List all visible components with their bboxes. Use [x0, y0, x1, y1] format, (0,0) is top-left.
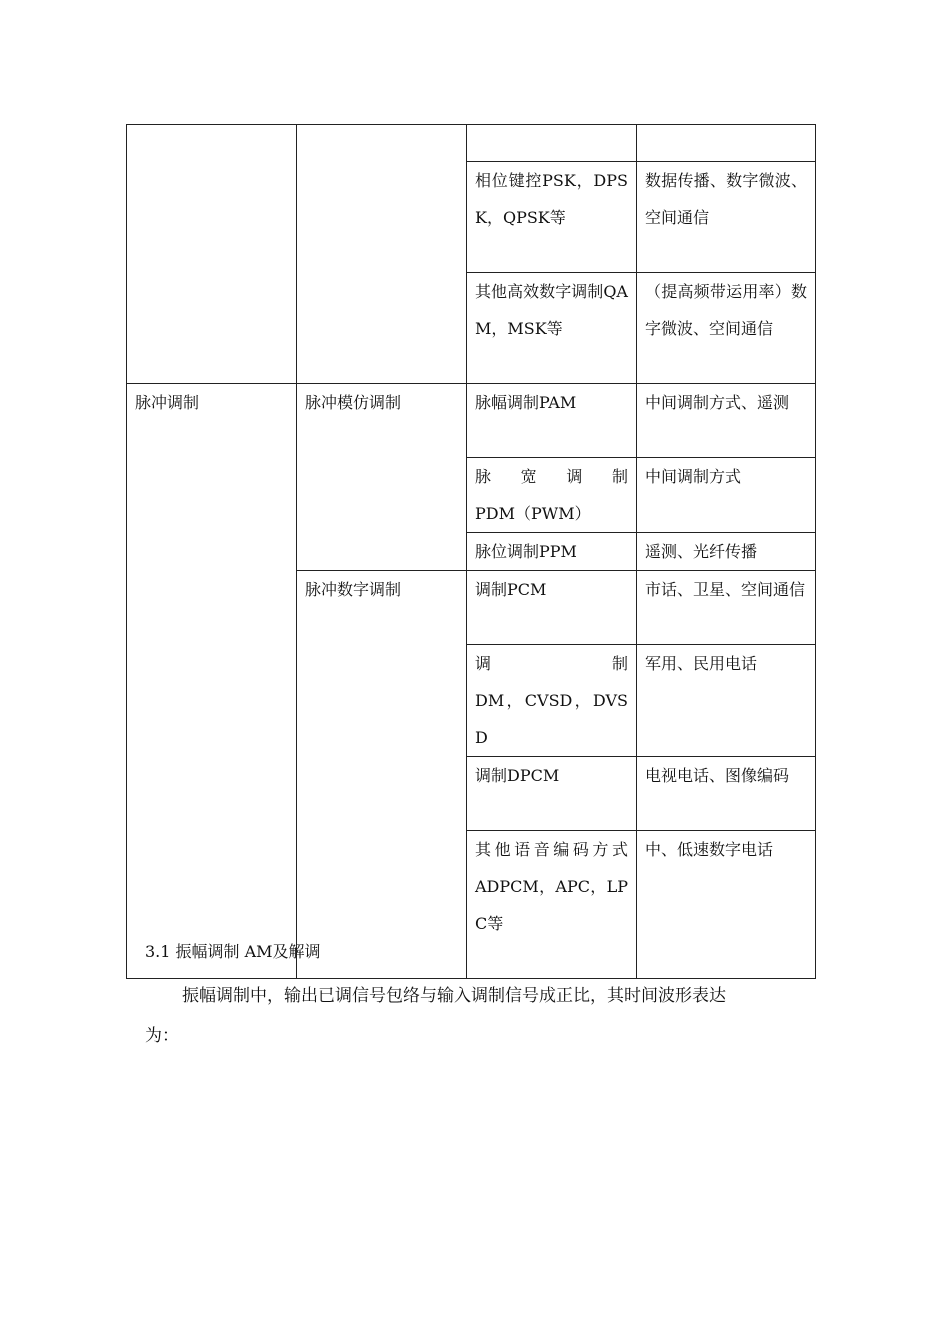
cell-line: ADPCM，APC，LPC等 [475, 877, 628, 933]
table-cell-method: 相位键控PSK，DPSK，QPSK等 [467, 162, 637, 273]
table-cell-subcategory [297, 125, 467, 384]
table-cell-method: 调制PCM [467, 571, 637, 645]
table-cell-use: 电视电话、图像编码 [637, 757, 816, 831]
cell-line: 脉宽调制 [475, 467, 628, 486]
table-cell-use: 中间调制方式、遥测 [637, 384, 816, 458]
modulation-table [126, 124, 816, 979]
table-cell-category [127, 125, 297, 384]
table-cell-method: 其他高效数字调制QAM，MSK等 [467, 273, 637, 384]
table-cell-use [637, 125, 816, 162]
table-cell-category: 脉冲调制 [127, 384, 297, 979]
cell-line: PDM（PWM） [475, 504, 591, 523]
table-cell-subcategory: 脉冲模仿调制 [297, 384, 467, 571]
table-cell-method: 脉幅调制PAM [467, 384, 637, 458]
cell-line: 调制 [475, 654, 628, 673]
section-heading: 3.1 振幅调制 AM及解调 [145, 942, 321, 961]
table-cell-method [467, 125, 637, 162]
table-row [127, 384, 816, 458]
body-text-line: 为： [145, 1026, 179, 1046]
table-cell-method: 脉位调制PPM [467, 533, 637, 571]
table-cell-subcategory: 脉冲数字调制 [297, 571, 467, 979]
table-cell-use: 军用、民用电话 [637, 645, 816, 757]
cell-line: 其他语音编码方式 [475, 840, 628, 859]
table-cell-use: （提高频带运用率）数字微波、空间通信 [637, 273, 816, 384]
table-cell-use: 中、低速数字电话 [637, 831, 816, 979]
body-text-line: 振幅调制中，输出已调信号包络与输入调制信号成正比，其时间波形表达 [182, 986, 726, 1006]
table-cell-method [467, 831, 637, 979]
table-cell-use: 遥测、光纤传播 [637, 533, 816, 571]
cell-line: DM，CVSD，DVSD [475, 691, 628, 747]
table-cell-method [467, 458, 637, 533]
table-cell-method: 调制DPCM [467, 757, 637, 831]
table-row [127, 125, 816, 162]
table-cell-use: 数据传播、数字微波、空间通信 [637, 162, 816, 273]
table-cell-use: 市话、卫星、空间通信 [637, 571, 816, 645]
table-cell-method [467, 645, 637, 757]
table-cell-use: 中间调制方式 [637, 458, 816, 533]
